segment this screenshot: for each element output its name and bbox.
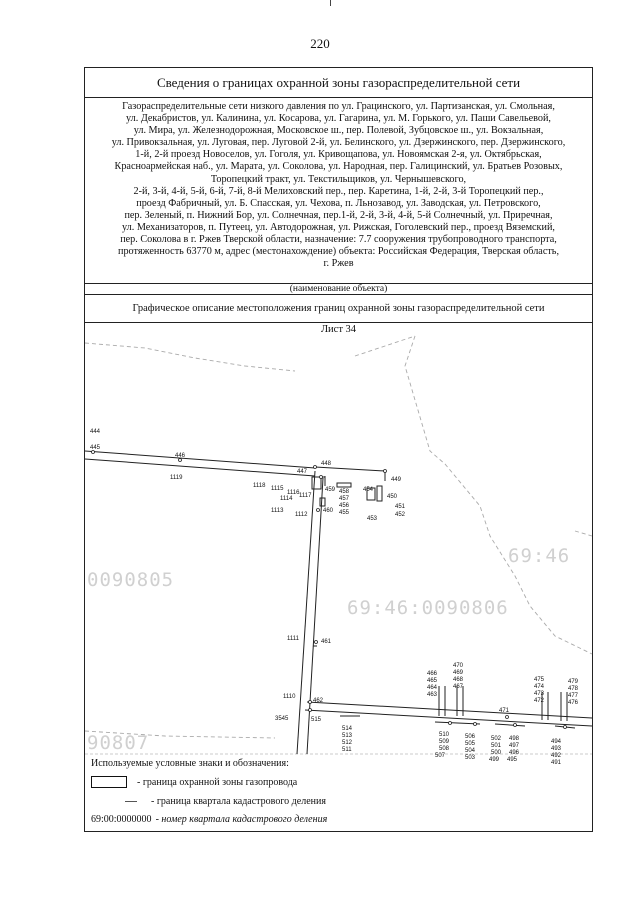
cadastral-number-label: 90807 [87,732,150,754]
point-label: 492 [551,753,562,759]
description-line: протяженность 63770 м, адрес (местонахождение) объекта: Российская Федерация, Тверская область, [118,246,559,258]
point-label: 450 [387,494,398,500]
object-description [85,98,592,284]
point-label: 498 [509,736,520,742]
point-label: 508 [439,746,450,752]
description-line: пер. Зеленый, п. Нижний Бор, ул. Солнечная, пер.1-й, 2-й, 3-й, 4-й, 5-й Солнечный, ул. Приречная, [124,209,553,221]
point-marker [314,466,317,469]
point-label: 1110 [283,694,296,700]
object-name-caption: (наименование объекта) [85,284,592,295]
point-label: 471 [499,708,510,714]
zone-boundary-line [85,459,315,476]
sheet-label: Лист 34 [320,324,357,335]
point-label: 475 [534,677,545,683]
point-label: 497 [509,743,520,749]
point-label: 512 [342,740,353,746]
description-line: 2-й, 3-й, 4-й, 5-й, 6-й, 7-й, 8-й Мелиховский пер., пер. Каретина, 1-й, 2-й, 3-й Торопецкий пер., [133,185,544,197]
cadastral-number-label: 0090805 [87,569,175,591]
description-line: проезд Фабричный, ул. Б. Спасская, ул. Чехова, п. Льнозавод, ул. Заводская, ул. Петровского, [136,197,541,209]
zone-boundary-symbol [91,776,127,788]
point-label: 503 [465,755,476,761]
point-label: 501 [491,743,502,749]
description-line: ул. Мира, ул. Железнодорожная, Московское ш., пер. Полевой, Зубцовское ш., ул. Вокзальная, [133,125,544,137]
cadastral-block-labels [87,545,570,754]
cadastral-block-boundaries [85,336,592,738]
point-label: 506 [465,734,476,740]
point-label: 465 [427,678,438,684]
zone-boundary-line [320,498,325,506]
legend-block-boundary [91,796,326,807]
point-label: 1117 [299,493,312,499]
point-label: 467 [453,684,464,690]
point-label: 509 [439,739,450,745]
description-line: ул. Механизаторов, п. Путеец, ул. Автодорожная, ул. Рижская, Гоголевский пер., проезд Вяземский, [122,221,555,233]
point-marker [506,716,509,719]
legend-block-text: - граница квартала кадастрового деления [151,796,326,807]
point-label: 448 [321,461,332,467]
legend-block-number [91,814,327,825]
point-label: 1116 [287,490,300,496]
block-boundary-symbol [125,801,137,802]
cadastral-number-label: 69:46:0090806 [347,597,509,619]
point-label: 472 [534,698,545,704]
point-label: 462 [313,698,324,704]
legend-number-text: - номер квартала кадастрового деления [155,814,328,825]
point-label: 469 [453,670,464,676]
description-line: г. Ржев [323,258,354,270]
point-label: 473 [534,691,545,697]
point-label: 1112 [295,512,308,518]
zone-boundary-line [377,486,382,501]
point-label: 505 [465,741,476,747]
block-boundary-line [575,531,592,536]
description-line: 1-й, 2-й проезд Новоселов, ул. Гоголя, ул. Кривощапова, ул. Новоямская 2-я, ул. Октябрьская, [135,149,542,161]
description-line: Красноармейская наб., ул. Марата, ул. Соколова, ул. Народная, пер. Галицинский, ул. Братьев Розовых, [114,161,563,173]
document-frame [84,67,593,832]
point-label: 463 [427,692,438,698]
point-label: 1113 [271,508,284,514]
point-label: 494 [551,739,562,745]
point-label: 477 [568,693,579,699]
point-label: 504 [465,748,476,754]
point-label: 445 [90,445,101,451]
point-label: 513 [342,733,353,739]
page-number: 220 [310,36,330,51]
point-label: 478 [568,686,579,692]
legend-title: Используемые условные знаки и обозначения: [91,758,289,769]
block-boundary-line [85,343,295,371]
point-label: 476 [568,700,579,706]
point-label: 446 [175,453,186,459]
description-line: Газораспределительные сети низкого давления по ул. Грацинского, ул. Партизанская, ул. Смольная, [122,101,555,112]
point-label: 479 [568,679,579,685]
point-label: 460 [323,508,334,514]
point-marker [514,724,517,727]
zone-boundary-line [337,483,351,487]
point-label: 474 [534,684,545,690]
description-line: Торопецкий тракт, ул. Текстильщиков, ул. Чернышевского, [210,173,467,185]
point-label: 1111 [287,636,300,642]
point-label: 493 [551,746,562,752]
cadastral-number-label: 69:46 [508,545,571,567]
point-label: 470 [453,663,464,669]
point-label: 444 [90,429,101,435]
point-label: 1119 [170,475,183,481]
zone-boundary-line [307,478,323,754]
point-label: 511 [342,747,352,753]
point-label: 452 [395,512,406,518]
point-label: 495 [507,757,518,763]
block-boundary-line [355,336,415,356]
legend-zone-text: - граница охранной зоны газопровода [137,776,298,788]
binding-mark [330,0,331,6]
zone-boundary-line [495,724,525,726]
point-marker [309,709,312,712]
point-label: 507 [435,753,446,759]
zone-boundary-line [85,451,315,468]
description-line: ул. Привокзальная, ул. Луговая, пер. Луговой 2-й, ул. Белинского, ул. Дзержинского, пер. Дзержинского, [111,137,566,149]
description-line: пер. Соколова в г. Ржев Тверской области, назначение: 7.7 сооружения трубопроводного транспорта, [120,234,557,246]
point-label: 3545 [275,716,289,722]
point-label: 454 [363,487,374,493]
point-marker [320,476,323,479]
point-label: 459 [325,487,336,493]
point-label: 456 [339,503,350,509]
point-marker [384,470,387,473]
point-marker [474,723,477,726]
point-label: 455 [339,510,350,516]
point-label: 468 [453,677,464,683]
point-label: 514 [342,726,353,732]
zone-boundary-line [312,477,321,489]
section-title: Сведения о границах охранной зоны газораспределительной сети [85,68,592,98]
point-marker [309,701,312,704]
point-label: 461 [321,639,332,645]
point-label: 1115 [271,486,284,492]
description-line: ул. Декабристов, ул. Калинина, ул. Косарова, ул. Гагарина, ул. М. Горького, ул. Паши Савельевой, [126,113,551,125]
point-label: 447 [297,469,308,475]
point-label: 453 [367,516,378,522]
point-label: 1114 [280,496,293,502]
point-label: 515 [311,717,322,723]
point-marker [449,722,452,725]
point-label: 451 [395,504,406,510]
point-label: 502 [491,736,502,742]
point-label: 457 [339,496,350,502]
point-label: 466 [427,671,438,677]
block-number-code: 69:00:0000000 [91,814,152,825]
point-label: 464 [427,685,438,691]
point-label: 510 [439,732,450,738]
point-marker [564,726,567,729]
point-marker [315,641,318,644]
point-label: 491 [551,760,562,766]
point-label: 1118 [253,483,266,489]
graphic-description-title: Графическое описание местоположения границ охранной зоны газораспределительной сети [85,295,592,323]
point-label: 449 [391,477,402,483]
point-label: 496 [509,750,520,756]
legend-zone-boundary [91,776,297,788]
point-label: 500 [491,750,502,756]
point-marker [317,509,320,512]
point-label: 499 [489,757,500,763]
point-label: 458 [339,489,350,495]
